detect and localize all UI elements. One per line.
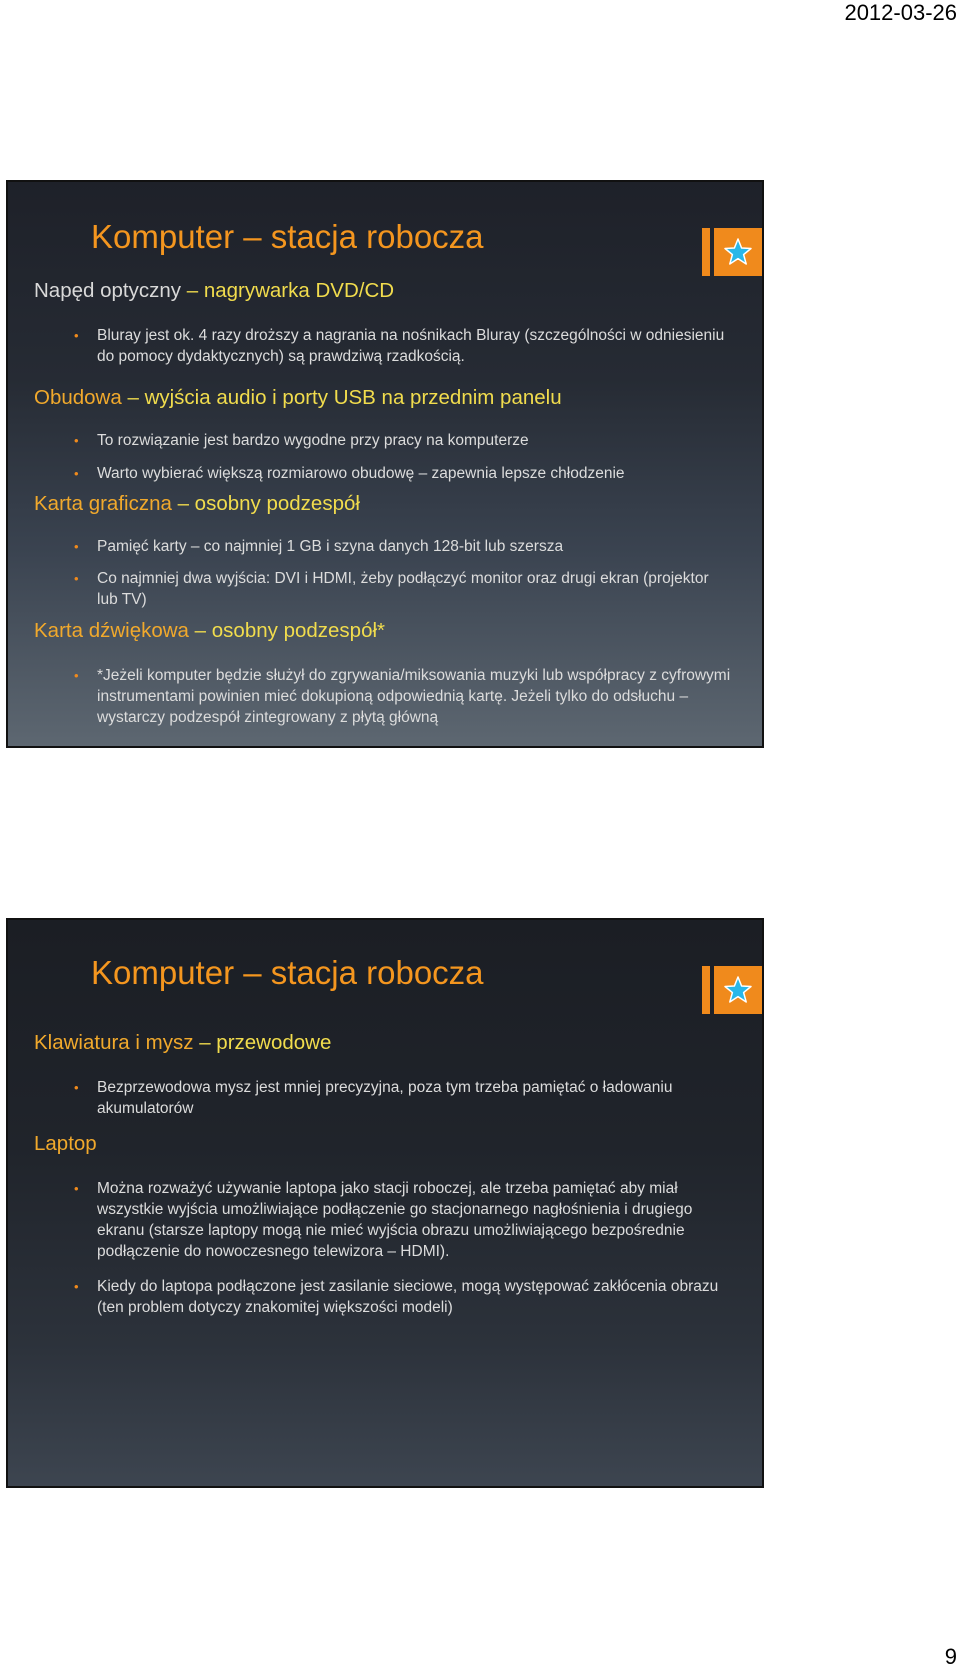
list-item: • Można rozważyć używanie laptopa jako stacji roboczej, ale trzeba pamiętać aby miał wszystkie wyjścia umożliwiające podłączenie go stacjonarnego nagłośnienia i drugiego ekranu (starsze laptopy mogą nie mieć wyjścia obrazu umożliwiającego bezpośrednie podłączenie do nowoczesnego telewizora – HDMI). (34, 1178, 732, 1262)
page-number: 9 (944, 1644, 957, 1669)
page-date: 2012-03-26 (844, 0, 957, 25)
section-heading: Napęd optyczny – nagrywarka DVD/CD (34, 279, 395, 302)
star-icon (723, 237, 753, 267)
list-item: • Warto wybierać większą rozmiarowo obudowę – zapewnia lepsze chłodzenie (34, 463, 732, 484)
slide-logo (702, 228, 762, 276)
star-icon (723, 975, 753, 1005)
list-item: • Pamięć karty – co najmniej 1 GB i szyna danych 128-bit lub szersza (34, 536, 732, 557)
list-item: • Co najmniej dwa wyjścia: DVI i HDMI, żeby podłączyć monitor oraz drugi ekran (projektor lub TV) (34, 568, 732, 610)
slide-2 (6, 918, 764, 1488)
bullet-list (34, 1077, 732, 1119)
list-item: • To rozwiązanie jest bardzo wygodne przy pracy na komputerze (34, 430, 732, 451)
section-heading: Obudowa – wyjścia audio i porty USB na przednim panelu (34, 386, 562, 409)
bullet-list (34, 665, 732, 728)
list-item: • Bluray jest ok. 4 razy droższy a nagrania na nośnikach Bluray (szczególności w odniesieniu do pomocy dydaktycznych) są prawdziwą rzadkością. (34, 325, 732, 367)
section-heading: Karta dźwiękowa – osobny podzespół* (34, 619, 386, 642)
bullet-list (34, 430, 732, 484)
slide-content (34, 1028, 732, 1318)
list-item: • *Jeżeli komputer będzie służył do zgrywania/miksowania muzyki lub współpracy z cyfrowymi instrumentami powinien mieć dokupioną odpowiednią kartę. Jeżeli tylko do odsłuchu – wystarczy podzespół zintegrowany z płytą główną (34, 665, 732, 728)
slide-title: Komputer – stacja robocza (91, 218, 484, 255)
bullet-list (34, 1178, 732, 1318)
slide-1 (6, 180, 764, 748)
bullet-list (34, 325, 732, 367)
section-heading: Karta graficzna – osobny podzespół (34, 492, 360, 515)
section-heading: Klawiatura i mysz – przewodowe (34, 1031, 332, 1054)
slide-content (34, 276, 732, 728)
bullet-list (34, 536, 732, 610)
slide-title: Komputer – stacja robocza (91, 954, 484, 991)
section-heading: Laptop (34, 1132, 97, 1155)
slide-logo (702, 966, 762, 1014)
list-item: • Bezprzewodowa mysz jest mniej precyzyjna, poza tym trzeba pamiętać o ładowaniu akumulatorów (34, 1077, 732, 1119)
list-item: • Kiedy do laptopa podłączone jest zasilanie sieciowe, mogą występować zakłócenia obrazu (ten problem dotyczy znakomitej większości modeli) (34, 1276, 732, 1318)
